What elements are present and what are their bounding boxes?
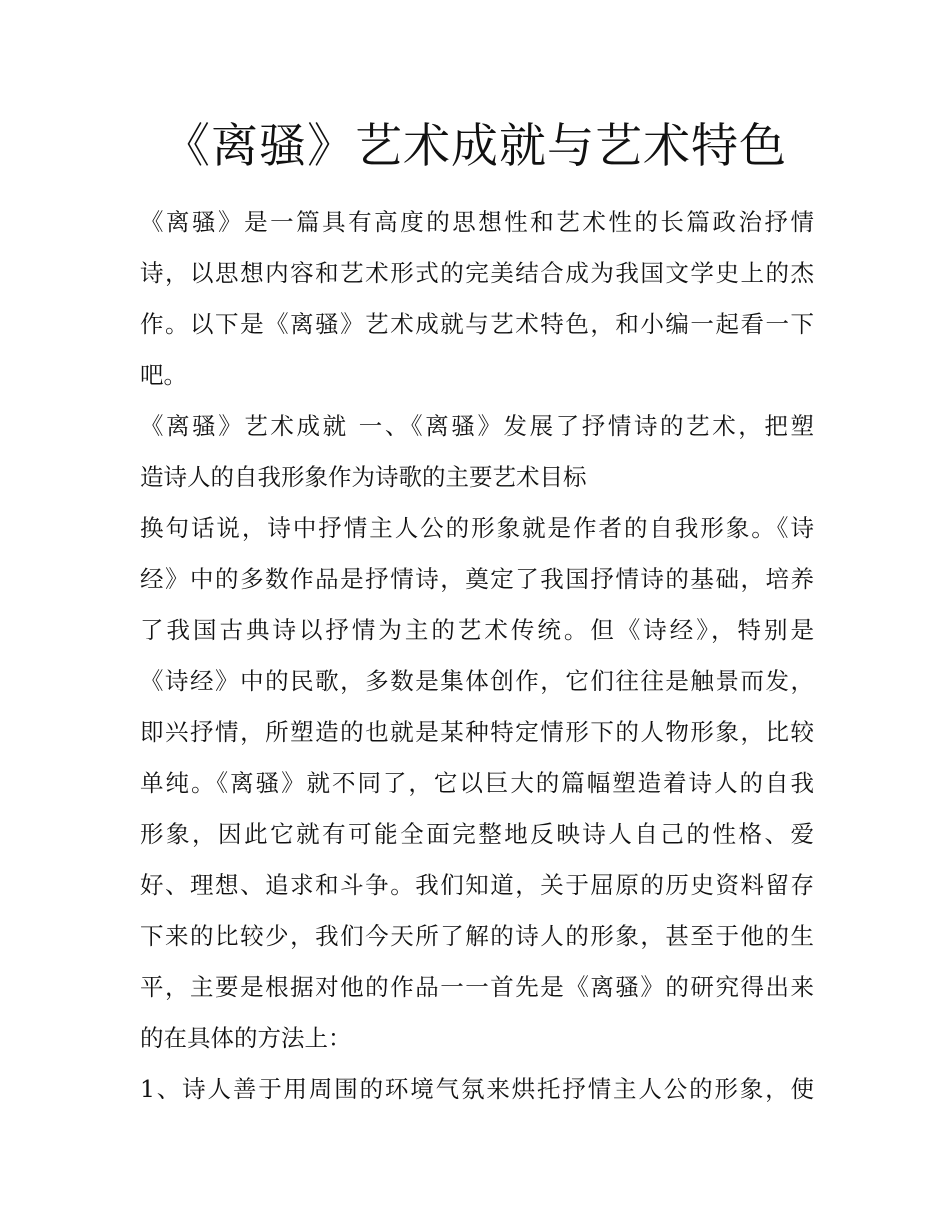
body-line: 《离骚》是一篇具有高度的思想性和艺术性的长篇政治抒情 bbox=[140, 208, 814, 236]
body-line: 《诗经》中的民歌，多数是集体创作，它们往往是触景而发， bbox=[140, 667, 814, 695]
document-body bbox=[140, 200, 814, 1118]
body-line: 诗，以思想内容和艺术形式的完美结合成为我国文学史上的杰 bbox=[140, 259, 814, 287]
body-line: 吧。 bbox=[140, 361, 187, 389]
body-line: 《离骚》艺术成就 一、《离骚》发展了抒情诗的艺术，把塑 bbox=[140, 412, 814, 440]
body-line: 形象，因此它就有可能全面完整地反映诗人自己的性格、爱 bbox=[140, 820, 814, 848]
body-line: 了我国古典诗以抒情为主的艺术传统。但《诗经》，特别是 bbox=[140, 616, 814, 644]
body-line: 好、理想、追求和斗争。我们知道，关于屈原的历史资料留存 bbox=[140, 871, 814, 899]
body-line: 的在具体的方法上： bbox=[140, 1024, 352, 1052]
body-line: 单纯。《离骚》就不同了，它以巨大的篇幅塑造着诗人的自我 bbox=[140, 769, 814, 797]
body-line: 作。以下是《离骚》艺术成就与艺术特色，和小编一起看一下 bbox=[140, 310, 814, 338]
body-line: 即兴抒情，所塑造的也就是某种特定情形下的人物形象，比较 bbox=[140, 718, 814, 746]
body-line: 1、诗人善于用周围的环境气氛来烘托抒情主人公的形象，使 bbox=[140, 1075, 814, 1103]
body-line: 换句话说，诗中抒情主人公的形象就是作者的自我形象。《诗 bbox=[140, 514, 814, 542]
document-title: 《离骚》艺术成就与艺术特色 bbox=[163, 119, 787, 174]
body-line: 造诗人的自我形象作为诗歌的主要艺术目标 bbox=[140, 463, 587, 491]
body-line: 经》中的多数作品是抒情诗，奠定了我国抒情诗的基础，培养 bbox=[140, 565, 814, 593]
body-line: 下来的比较少，我们今天所了解的诗人的形象，甚至于他的生 bbox=[140, 922, 814, 950]
body-line: 平，主要是根据对他的作品一一首先是《离骚》的研究得出来 bbox=[140, 973, 814, 1001]
